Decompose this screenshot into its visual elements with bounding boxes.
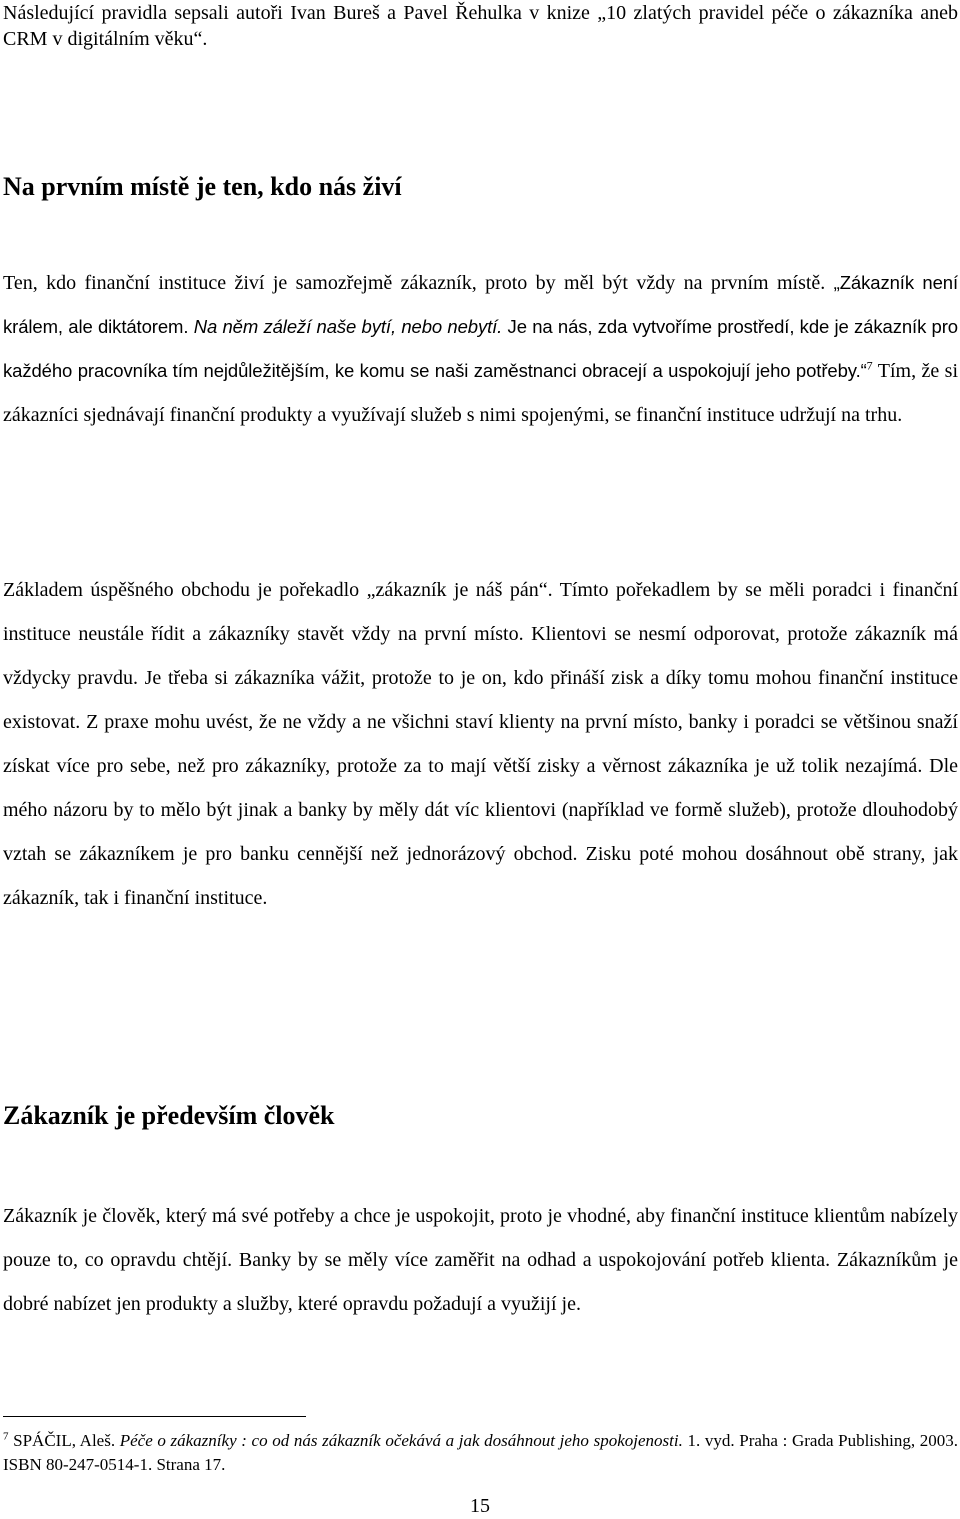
footnote-separator bbox=[3, 1416, 306, 1417]
quote-b: Na něm záleží naše bytí, nebo nebytí. bbox=[193, 316, 508, 337]
intro-text: Následující pravidla sepsali autoři Ivan Bureš a Pavel Řehulka v knize „10 zlatých pravidel péče o zákazníka aneb CRM v digitálním věku“. bbox=[3, 2, 958, 50]
section-heading-1: Na prvním místě je ten, kdo nás živí bbox=[3, 172, 402, 201]
section2-paragraph-1 bbox=[3, 1194, 958, 1326]
quote-c: Je na nás, zda vytvoříme prostředí, kde je zákazník pro každého pracovníka tím nejdůležitějším, ke komu se naši zaměstnanci obracejí a uspokojují jeho potřeby.“ bbox=[3, 316, 958, 381]
p1-text-b: Tím, že si zákazníci sjednávají finanční produkty a využívají služeb s nimi spojenými, se finanční instituce udržují na trhu. bbox=[3, 360, 958, 426]
section1-paragraph-2 bbox=[3, 568, 958, 920]
footnote-author: SPÁČIL, Aleš. bbox=[8, 1431, 120, 1450]
footnote-ref[interactable]: 7 bbox=[866, 358, 873, 373]
footnote bbox=[3, 1429, 958, 1477]
page-number: 15 bbox=[470, 1495, 490, 1517]
intro-paragraph bbox=[3, 0, 958, 52]
p1-text-a: Ten, kdo finanční instituce živí je samozřejmě zákazník, proto by měl být vždy na prvním místě. bbox=[3, 272, 834, 294]
section1-paragraph-1 bbox=[3, 261, 958, 437]
footnote-number: 7 bbox=[3, 1430, 9, 1443]
section-heading-2: Zákazník je především člověk bbox=[3, 1101, 335, 1130]
footnote-rest: 1. vyd. Praha : Grada Publishing, 2003. ISBN 80-247-0514-1. Strana 17. bbox=[3, 1431, 959, 1474]
p2-text: Základem úspěšného obchodu je pořekadlo „zákazník je náš pán“. Tímto pořekadlem by se měli poradci i finanční instituce neustále řídit a zákazníky stavět vždy na první místo. Klientovi se nesmí odporovat, protože zákazník má vždycky pravdu. Je třeba si zákazníka vážit, protože to je on, kdo přináší zisk a díky tomu mohou finanční instituce existovat. Z praxe mohu uvést, že ne vždy a ne všichni staví klienty na první místo, banky i poradci se většinou snaží získat více pro sebe, než pro zákazníky, protože za to mají větší zisky a věrnost zákazníka je už tolik nezajímá. Dle mého názoru by to mělo být jinak a banky by měly dát víc klientovi (například ve formě služeb), protože dlouhodobý vztah se zákazníkem je pro banku cennější než jednorázový obchod. Zisku poté mohou dosáhnout obě strany, jak zákazník, tak i finanční instituce. bbox=[3, 579, 958, 909]
s2-p1-text: Zákazník je člověk, který má své potřeby a chce je uspokojit, proto je vhodné, aby finanční instituce klientům nabízely pouze to, co opravdu chtějí. Banky by se měly více zaměřit na odhad a uspokojování potřeb klienta. Zákazníkům je dobré nabízet jen produkty a služby, které opravdu požadují a využijí je. bbox=[3, 1205, 958, 1315]
quote-a: „Zákazník není králem, ale diktátorem. bbox=[3, 272, 959, 337]
footnote-title: Péče o zákazníky : co od nás zákazník očekává a jak dosáhnout jeho spokojenosti. bbox=[119, 1431, 683, 1450]
